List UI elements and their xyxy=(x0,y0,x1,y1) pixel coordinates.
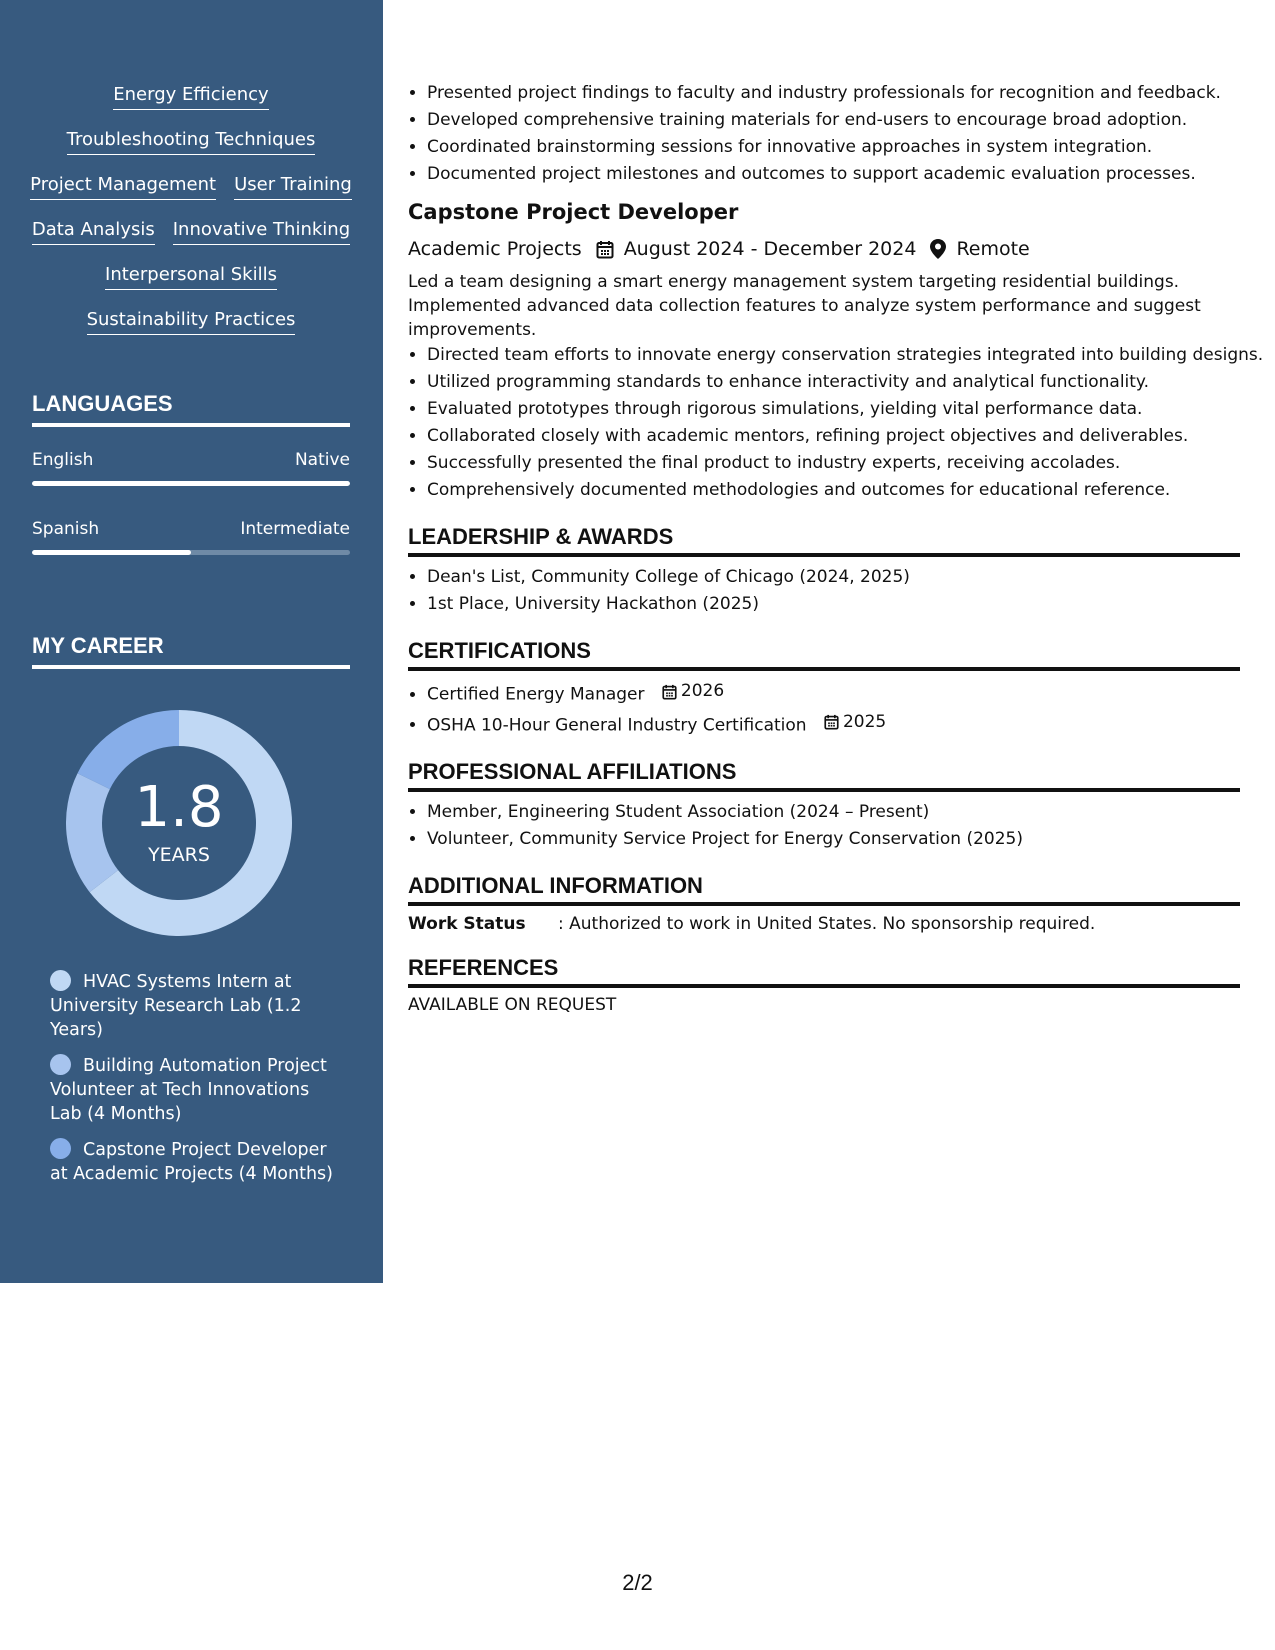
previous-job-bullets xyxy=(408,80,1240,188)
career-item-text: Building Automation Project Volunteer at Tech Innovations Lab (4 Months) xyxy=(50,1056,327,1124)
references-heading: REFERENCES xyxy=(408,955,1240,988)
job-dates: August 2024 - December 2024 xyxy=(623,238,917,260)
skill-tag: User Training xyxy=(234,174,352,200)
list-item: • Member, Engineering Student Association (2024 – Present) xyxy=(427,799,1240,826)
list-item: • Utilized programming standards to enhance interactivity and analytical functionality. xyxy=(427,369,1240,396)
language-level: Native xyxy=(294,450,350,470)
skill-row xyxy=(32,264,350,309)
affiliations-heading: PROFESSIONAL AFFILIATIONS xyxy=(408,759,1240,792)
work-status-value: : Authorized to work in United States. No sponsorship required. xyxy=(558,914,1096,934)
awards-heading: LEADERSHIP & AWARDS xyxy=(408,524,1240,557)
cert-name: OSHA 10-Hour General Industry Certification xyxy=(427,715,807,735)
list-item xyxy=(427,709,1240,740)
list-item: • 1st Place, University Hackathon (2025) xyxy=(427,591,1240,618)
skill-row xyxy=(32,84,350,129)
cert-year: 2026 xyxy=(680,681,725,701)
skill-tag: Troubleshooting Techniques xyxy=(67,129,316,155)
list-item: • Coordinated brainstorming sessions for innovative approaches in system integration. xyxy=(427,134,1240,161)
language-bar xyxy=(32,481,350,486)
language-name: Spanish xyxy=(32,519,100,539)
job-bullets xyxy=(408,342,1264,504)
list-item: • Documented project milestones and outcomes to support academic evaluation processes. xyxy=(427,161,1240,188)
list-item: • Directed team efforts to innovate energy conservation strategies integrated into building designs. xyxy=(427,342,1240,369)
skills-list xyxy=(32,84,350,354)
job-description: Led a team designing a smart energy management system targeting residential buildings. Implemented advanced data collection features to analyze system performance and suggest improvements. xyxy=(408,272,1201,340)
career-item xyxy=(50,1138,340,1186)
languages-heading: LANGUAGES xyxy=(32,391,350,427)
career-total-value: 1.8 xyxy=(134,775,224,840)
work-status-label: Work Status xyxy=(408,914,526,934)
language-item xyxy=(32,519,350,555)
awards-list xyxy=(408,564,1240,618)
career-donut xyxy=(66,710,292,936)
language-level: Intermediate xyxy=(240,519,350,539)
cert-year: 2025 xyxy=(842,711,887,732)
skill-row xyxy=(32,129,350,174)
career-list xyxy=(50,970,340,1198)
references-text: AVAILABLE ON REQUEST xyxy=(408,995,617,1015)
calendar-icon xyxy=(596,240,614,259)
job-location: Remote xyxy=(956,238,1030,260)
skill-tag: Data Analysis xyxy=(32,219,155,245)
skill-row xyxy=(32,174,350,219)
career-item xyxy=(50,1054,340,1126)
list-item: • Evaluated prototypes through rigorous simulations, yielding vital performance data. xyxy=(427,396,1240,423)
page-number: 2/2 xyxy=(622,1570,653,1595)
list-item: • Volunteer, Community Service Project for Energy Conservation (2025) xyxy=(427,826,1240,853)
certifications-list xyxy=(408,678,1240,739)
list-item: • Successfully presented the final product to industry experts, receiving accolades. xyxy=(427,450,1240,477)
language-item xyxy=(32,450,350,486)
affiliations-list xyxy=(408,799,1240,853)
language-bar xyxy=(32,550,350,555)
list-item: • Comprehensively documented methodologies and outcomes for educational reference. xyxy=(427,477,1240,504)
language-bar-fill xyxy=(32,481,350,486)
language-bar-fill xyxy=(32,550,191,555)
career-total-unit: YEARS xyxy=(148,844,210,866)
certifications-heading: CERTIFICATIONS xyxy=(408,638,1240,671)
list-item: • Presented project findings to faculty and industry professionals for recognition and feedback. xyxy=(427,80,1240,107)
list-item: • Collaborated closely with academic mentors, refining project objectives and deliverables. xyxy=(427,423,1240,450)
list-item: • Dean's List, Community College of Chicago (2024, 2025) xyxy=(427,564,1240,591)
calendar-icon xyxy=(662,684,677,700)
additional-info-heading: ADDITIONAL INFORMATION xyxy=(408,873,1240,906)
list-item xyxy=(427,678,1240,709)
calendar-icon xyxy=(824,714,839,730)
career-dot-icon xyxy=(50,1054,71,1075)
list-item: • Developed comprehensive training materials for end-users to encourage broad adoption. xyxy=(427,107,1240,134)
work-status-row xyxy=(408,913,1240,935)
skill-tag: Sustainability Practices xyxy=(87,309,296,335)
job-company: Academic Projects xyxy=(408,238,582,260)
career-item-text: Capstone Project Developer at Academic Projects (4 Months) xyxy=(50,1140,333,1184)
skill-row xyxy=(32,309,350,354)
language-name: English xyxy=(32,450,94,470)
job-meta xyxy=(408,232,1240,266)
job-title: Capstone Project Developer xyxy=(408,200,739,224)
map-pin-icon xyxy=(930,239,946,259)
skill-tag: Energy Efficiency xyxy=(113,84,268,110)
cert-name: Certified Energy Manager xyxy=(427,684,645,705)
skill-row xyxy=(32,219,350,264)
main-content xyxy=(408,80,1264,1015)
sidebar xyxy=(0,0,383,1283)
skill-tag: Innovative Thinking xyxy=(173,219,350,245)
career-heading: MY CAREER xyxy=(32,633,350,669)
career-dot-icon xyxy=(50,1138,71,1159)
career-dot-icon xyxy=(50,970,71,991)
career-item-text: HVAC Systems Intern at University Research Lab (1.2 Years) xyxy=(50,972,302,1040)
career-item xyxy=(50,970,340,1042)
skill-tag: Interpersonal Skills xyxy=(105,264,277,290)
skill-tag: Project Management xyxy=(30,174,216,200)
